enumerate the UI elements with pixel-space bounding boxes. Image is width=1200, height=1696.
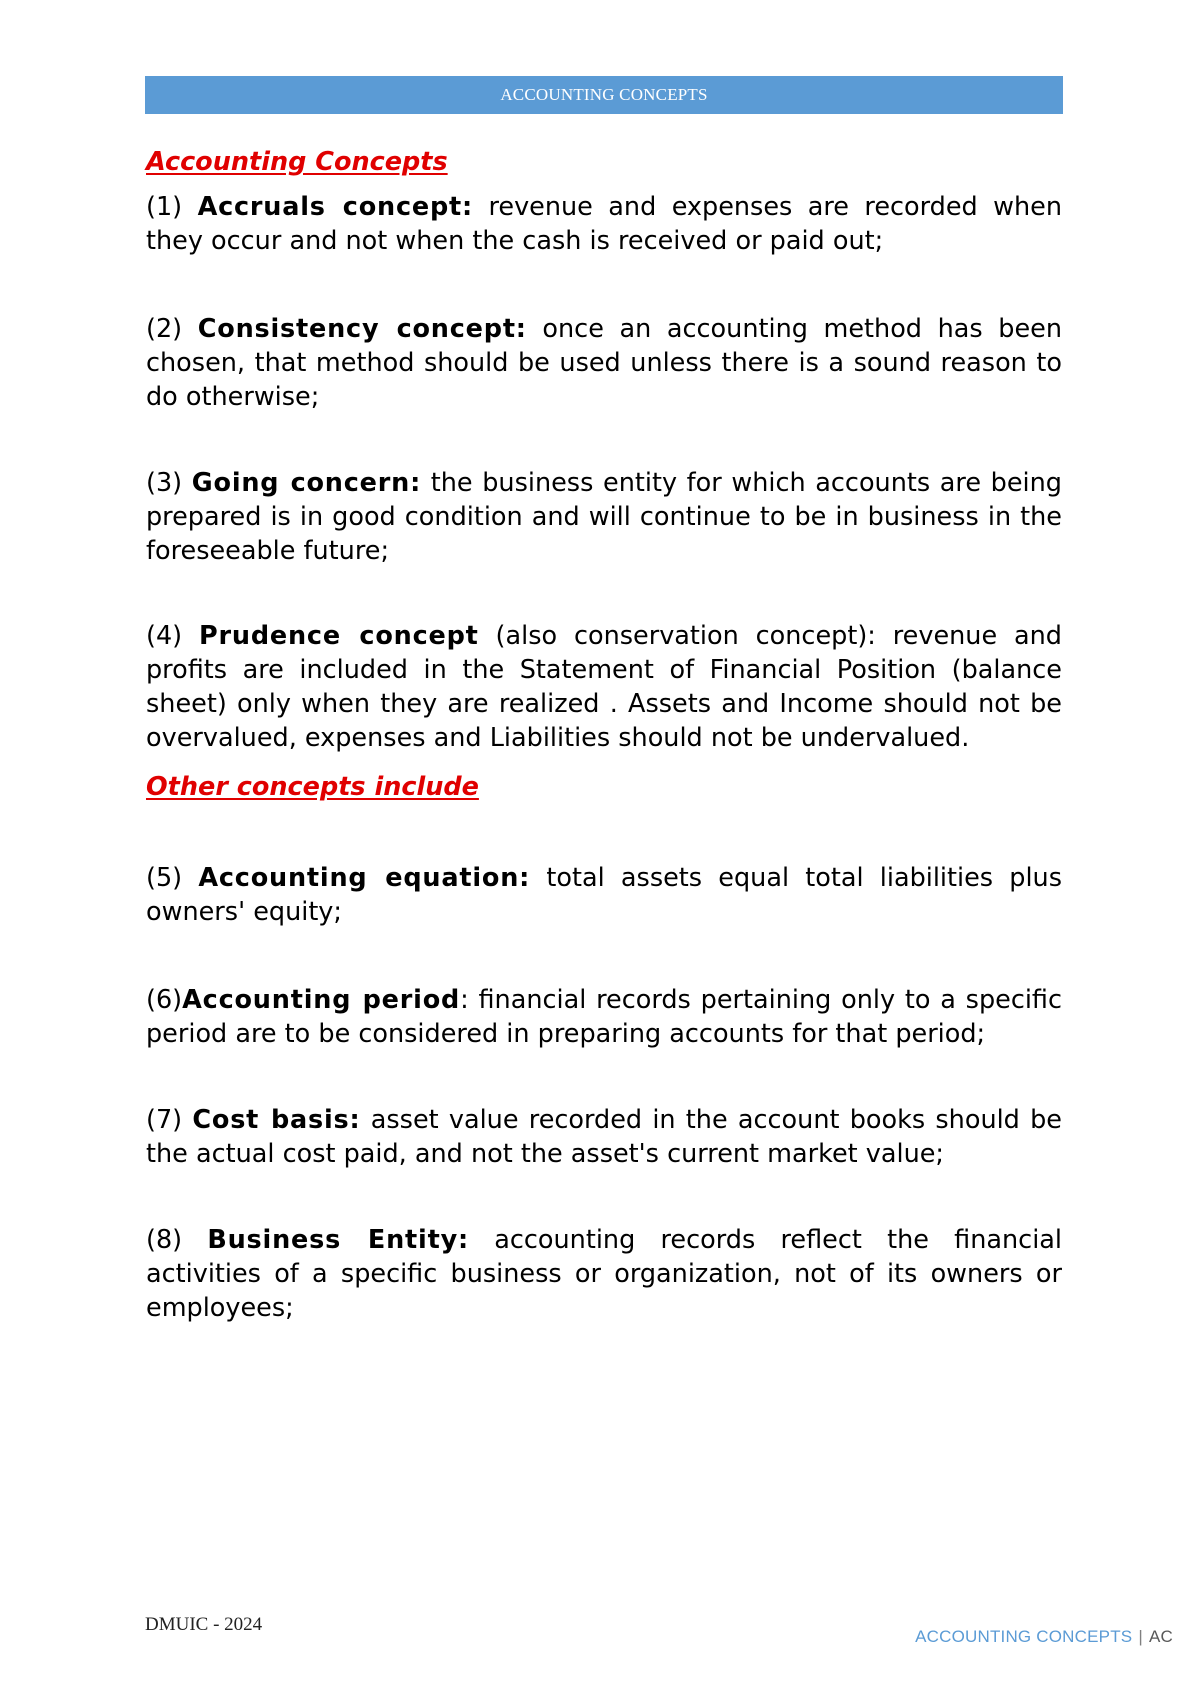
concept-item-1 xyxy=(146,190,1062,258)
concept-item-2 xyxy=(146,312,1062,414)
concept-item-6 xyxy=(146,983,1062,1051)
item-text: the business entity for which accounts are being prepared is in good condition and will continue to be in business in the foreseeable future; xyxy=(146,468,1062,566)
item-term: Prudence concept xyxy=(199,621,479,651)
item-term: Cost basis: xyxy=(192,1105,361,1135)
item-text: (also conservation concept): revenue and profits are included in the Statement of Financial Position (balance sheet) only when they are realized . Assets and Income should not be overvalued, expenses and Liabilities should not be undervalued. xyxy=(146,621,1062,753)
item-text: once an accounting method has been chosen, that method should be used unless there is a sound reason to do otherwise; xyxy=(146,314,1062,412)
item-term: Accounting period xyxy=(182,985,461,1015)
item-text: accounting records reflect the financial activities of a specific business or organization, not of its owners or employees; xyxy=(146,1225,1062,1323)
item-term: Accounting equation: xyxy=(198,863,531,893)
item-number: (8) xyxy=(146,1225,183,1255)
item-term: Consistency concept: xyxy=(197,314,527,344)
concept-item-8 xyxy=(146,1223,1062,1325)
concept-item-5 xyxy=(146,861,1062,929)
concept-item-3 xyxy=(146,466,1062,568)
footer-title: ACCOUNTING CONCEPTS xyxy=(915,1627,1133,1646)
item-term: Business Entity: xyxy=(207,1225,469,1255)
header-title: ACCOUNTING CONCEPTS xyxy=(500,85,708,104)
footer-code: AC xyxy=(1148,1627,1173,1646)
item-number: (3) xyxy=(146,468,183,498)
heading-accounting-concepts: Accounting Concepts xyxy=(146,147,448,177)
item-text: asset value recorded in the account books should be the actual cost paid, and not the asset's current market value; xyxy=(146,1105,1062,1169)
item-number: (5) xyxy=(146,863,183,893)
item-number: (4) xyxy=(146,621,183,651)
footer-institution: DMUIC - 2024 xyxy=(145,1614,263,1635)
document-body xyxy=(146,140,1062,1325)
page-header-bar xyxy=(145,76,1063,114)
item-number: (7) xyxy=(146,1105,183,1135)
heading-other-concepts: Other concepts include xyxy=(146,772,479,802)
footer-separator: | xyxy=(1138,1627,1143,1646)
item-text: : financial records pertaining only to a specific period are to be considered in preparing accounts for that period; xyxy=(146,985,1063,1049)
item-term: Going concern: xyxy=(191,468,422,498)
item-text: total assets equal total liabilities plus owners' equity; xyxy=(146,863,1063,927)
item-text: revenue and expenses are recorded when they occur and not when the cash is received or paid out; xyxy=(146,192,1063,256)
item-number: (2) xyxy=(146,314,183,344)
item-term: Accruals concept: xyxy=(197,192,474,222)
footer-page-label xyxy=(915,1627,1173,1647)
concept-item-7 xyxy=(146,1103,1062,1171)
concept-item-4 xyxy=(146,619,1062,755)
item-number: (6) xyxy=(146,985,183,1015)
item-number: (1) xyxy=(146,192,183,222)
